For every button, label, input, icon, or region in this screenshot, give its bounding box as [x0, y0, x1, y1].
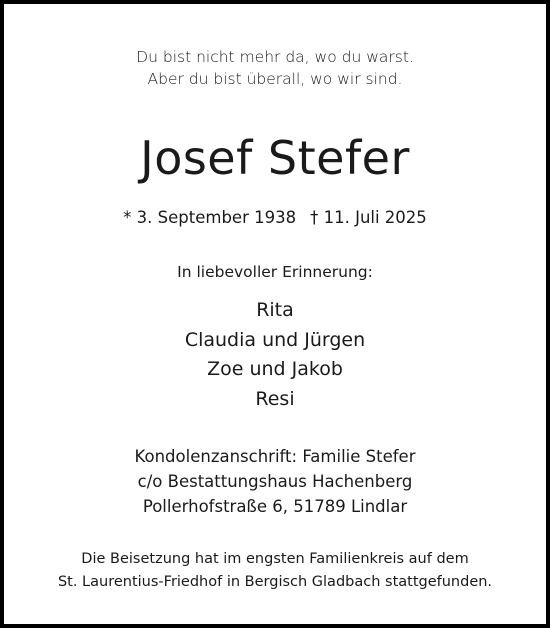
remembrance-intro: In liebevoller Erinnerung:	[177, 263, 373, 281]
mourner-name: Resi	[255, 387, 295, 410]
burial-note	[4, 548, 546, 593]
mourners-list	[4, 296, 546, 414]
mourner-name: Rita	[256, 299, 294, 321]
address-line: Kondolenzanschrift: Familie Stefer	[134, 447, 416, 466]
address-line: Pollerhofstraße 6, 51789 Lindlar	[142, 497, 408, 516]
quote-line: Du bist nicht mehr da, wo du warst.	[136, 48, 414, 66]
death-date: † 11. Juli 2025	[310, 208, 427, 227]
quote-line: Aber du bist überall, wo wir sind.	[147, 70, 403, 88]
birth-date: * 3. September 1938	[123, 208, 297, 227]
mourner-name: Zoe und Jakob	[207, 358, 343, 380]
condolence-address	[4, 444, 546, 519]
mourner-name: Claudia und Jürgen	[184, 328, 366, 351]
address-line: c/o Bestattungshaus Hachenberg	[137, 472, 413, 491]
deceased-name: Josef Stefer	[140, 131, 410, 185]
burial-note-line: St. Laurentius-Friedhof in Bergisch Gladbach stattgefunden.	[57, 573, 493, 590]
memorial-quote	[4, 46, 546, 90]
burial-note-line: Die Beisetzung hat im engsten Familienkreis auf dem	[81, 551, 469, 567]
life-dates	[4, 206, 546, 230]
